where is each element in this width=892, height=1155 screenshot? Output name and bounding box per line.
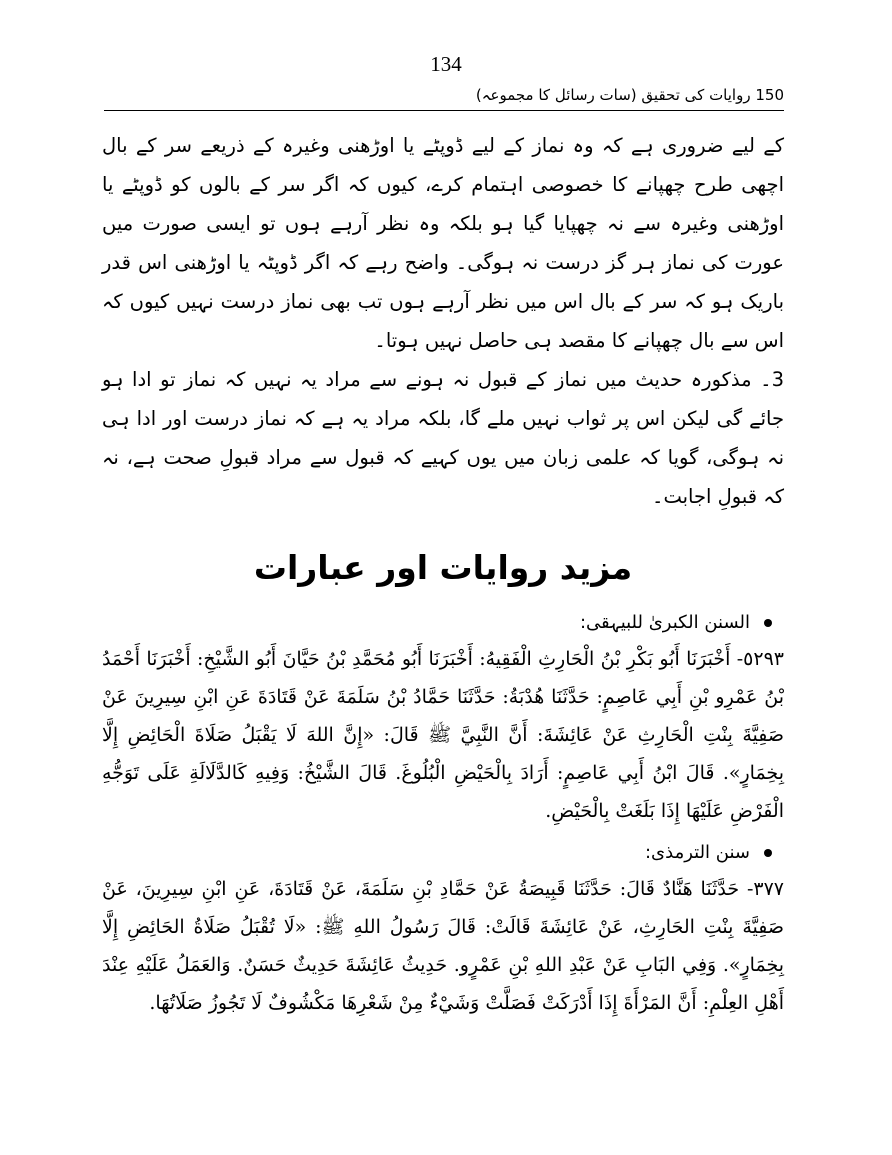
source-heading-label: السنن الکبریٰ للبیہقی: [579, 612, 750, 633]
source-bayhaqi [102, 606, 784, 830]
source-heading-tirmidhi [102, 836, 784, 870]
source-tirmidhi [102, 836, 784, 1022]
hadith-text-bayhaqi: ٥٢٩٣- أَخْبَرَنَا أَبُو بَكْرِ بْنُ الْحَارِثِ الْفَقِيهُ: أَخْبَرَنَا أَبُو مُحَمَّدِ بْنُ حَيَّانَ أَبُو الشَّيْخِ: أَخْبَرَنَا أَحْمَدُ بْنُ عَمْرِو بْنِ أَبِي عَاصِمٍ: حَدَّثَنَا هُدْبَةُ: حَدَّثَنَا حَمَّادُ بْنُ سَلَمَةَ عَنْ قَتَادَةَ عَنِ ابْنِ سِيرِينَ عَنْ صَفِيَّةَ بِنْتِ الْحَارِثِ عَنْ عَائِشَةَ: أَنَّ النَّبِيَّ ﷺ قَالَ: «إِنَّ اللهَ لَا يَقْبَلُ صَلَاةَ الْحَائِضِ إِلَّا بِخِمَارٍ». قَالَ ابْنُ أَبِي عَاصِمٍ: أَرَادَ بِالْحَيْضِ الْبُلُوغَ. قَالَ الشَّيْخُ: وَفِيهِ كَالدَّلَالَةِ عَلَى تَوَجُّهِ الْفَرْضِ عَلَيْهَا إِذَا بَلَغَتْ بِالْحَيْضِ. [102, 648, 784, 822]
page-number: 134 [430, 52, 462, 76]
source-heading-label: سنن الترمذی: [644, 842, 750, 863]
bullet-icon [764, 619, 772, 627]
source-heading-bayhaqi [102, 606, 784, 640]
urdu-paragraph-1: کے لیے ضروری ہے کہ وہ نماز کے لیے ڈوپٹے یا اوڑھنی وغیرہ کے ذریعے سر کے بال اچھی طرح چھپانے کا خصوصی اہتمام کرے، کیوں کہ اگر سر کے بالوں کو ڈوپٹے یا اوڑھنی وغیرہ سے نہ چھپایا گیا ہو بلکہ وہ نظر آرہے ہوں تو ایسی صورت میں عورت کی نماز ہر گز درست نہ ہوگی۔ واضح رہے کہ اگر ڈوپٹہ یا اوڑھنی اس قدر باریک ہو کہ سر کے بال اس میں نظر آرہے ہوں تب بھی نماز درست نہیں کیوں کہ اس سے بال چھپانے کا مقصد ہی حاصل نہیں ہوتا۔ [102, 134, 784, 352]
section-title: مزید روایات اور عبارات [253, 548, 633, 587]
hadith-text-tirmidhi: ٣٧٧- حَدَّثَنَا هَنَّادٌ قَالَ: حَدَّثَنَا قَبِيصَةُ عَنْ حَمَّادِ بْنِ سَلَمَةَ، عَنْ قَتَادَةَ، عَنِ ابْنِ سِيرِينَ، عَنْ صَفِيَّةَ بِنْتِ الحَارِثِ، عَنْ عَائِشَةَ قَالَتْ: قَالَ رَسُولُ اللهِ ﷺ: «لَا تُقْبَلُ صَلَاةُ الحَائِضِ إِلَّا بِخِمَارٍ». وَفِي البَابِ عَنْ عَبْدِ اللهِ بْنِ عَمْرٍو. حَدِيثُ عَائِشَةَ حَدِيثٌ حَسَنٌ. وَالعَمَلُ عَلَيْهِ عِنْدَ أَهْلِ العِلْمِ: أَنَّ المَرْأَةَ إِذَا أَدْرَكَتْ فَصَلَّتْ وَشَيْءٌ مِنْ شَعْرِهَا مَكْشُوفٌ لَا تَجُوزُ صَلَاتُهَا. [102, 878, 784, 1014]
bullet-icon [764, 849, 772, 857]
urdu-paragraph-2: 3۔ مذکورہ حدیث میں نماز کے قبول نہ ہونے سے مراد یہ نہیں کہ نماز تو ادا ہو جائے گی لیکن اس پر ثواب نہیں ملے گا، بلکہ مراد یہ ہے کہ نماز درست اور ادا ہی نہ ہوگی، گویا کہ علمی زبان میں یوں کہیے کہ قبول سے مراد قبولِ صحت ہے، نہ کہ قبولِ اجابت۔ [102, 368, 784, 508]
running-header: 150 روایات کی تحقیق (سات رسائل کا مجموعہ) [104, 86, 784, 111]
page-content [102, 126, 784, 1028]
